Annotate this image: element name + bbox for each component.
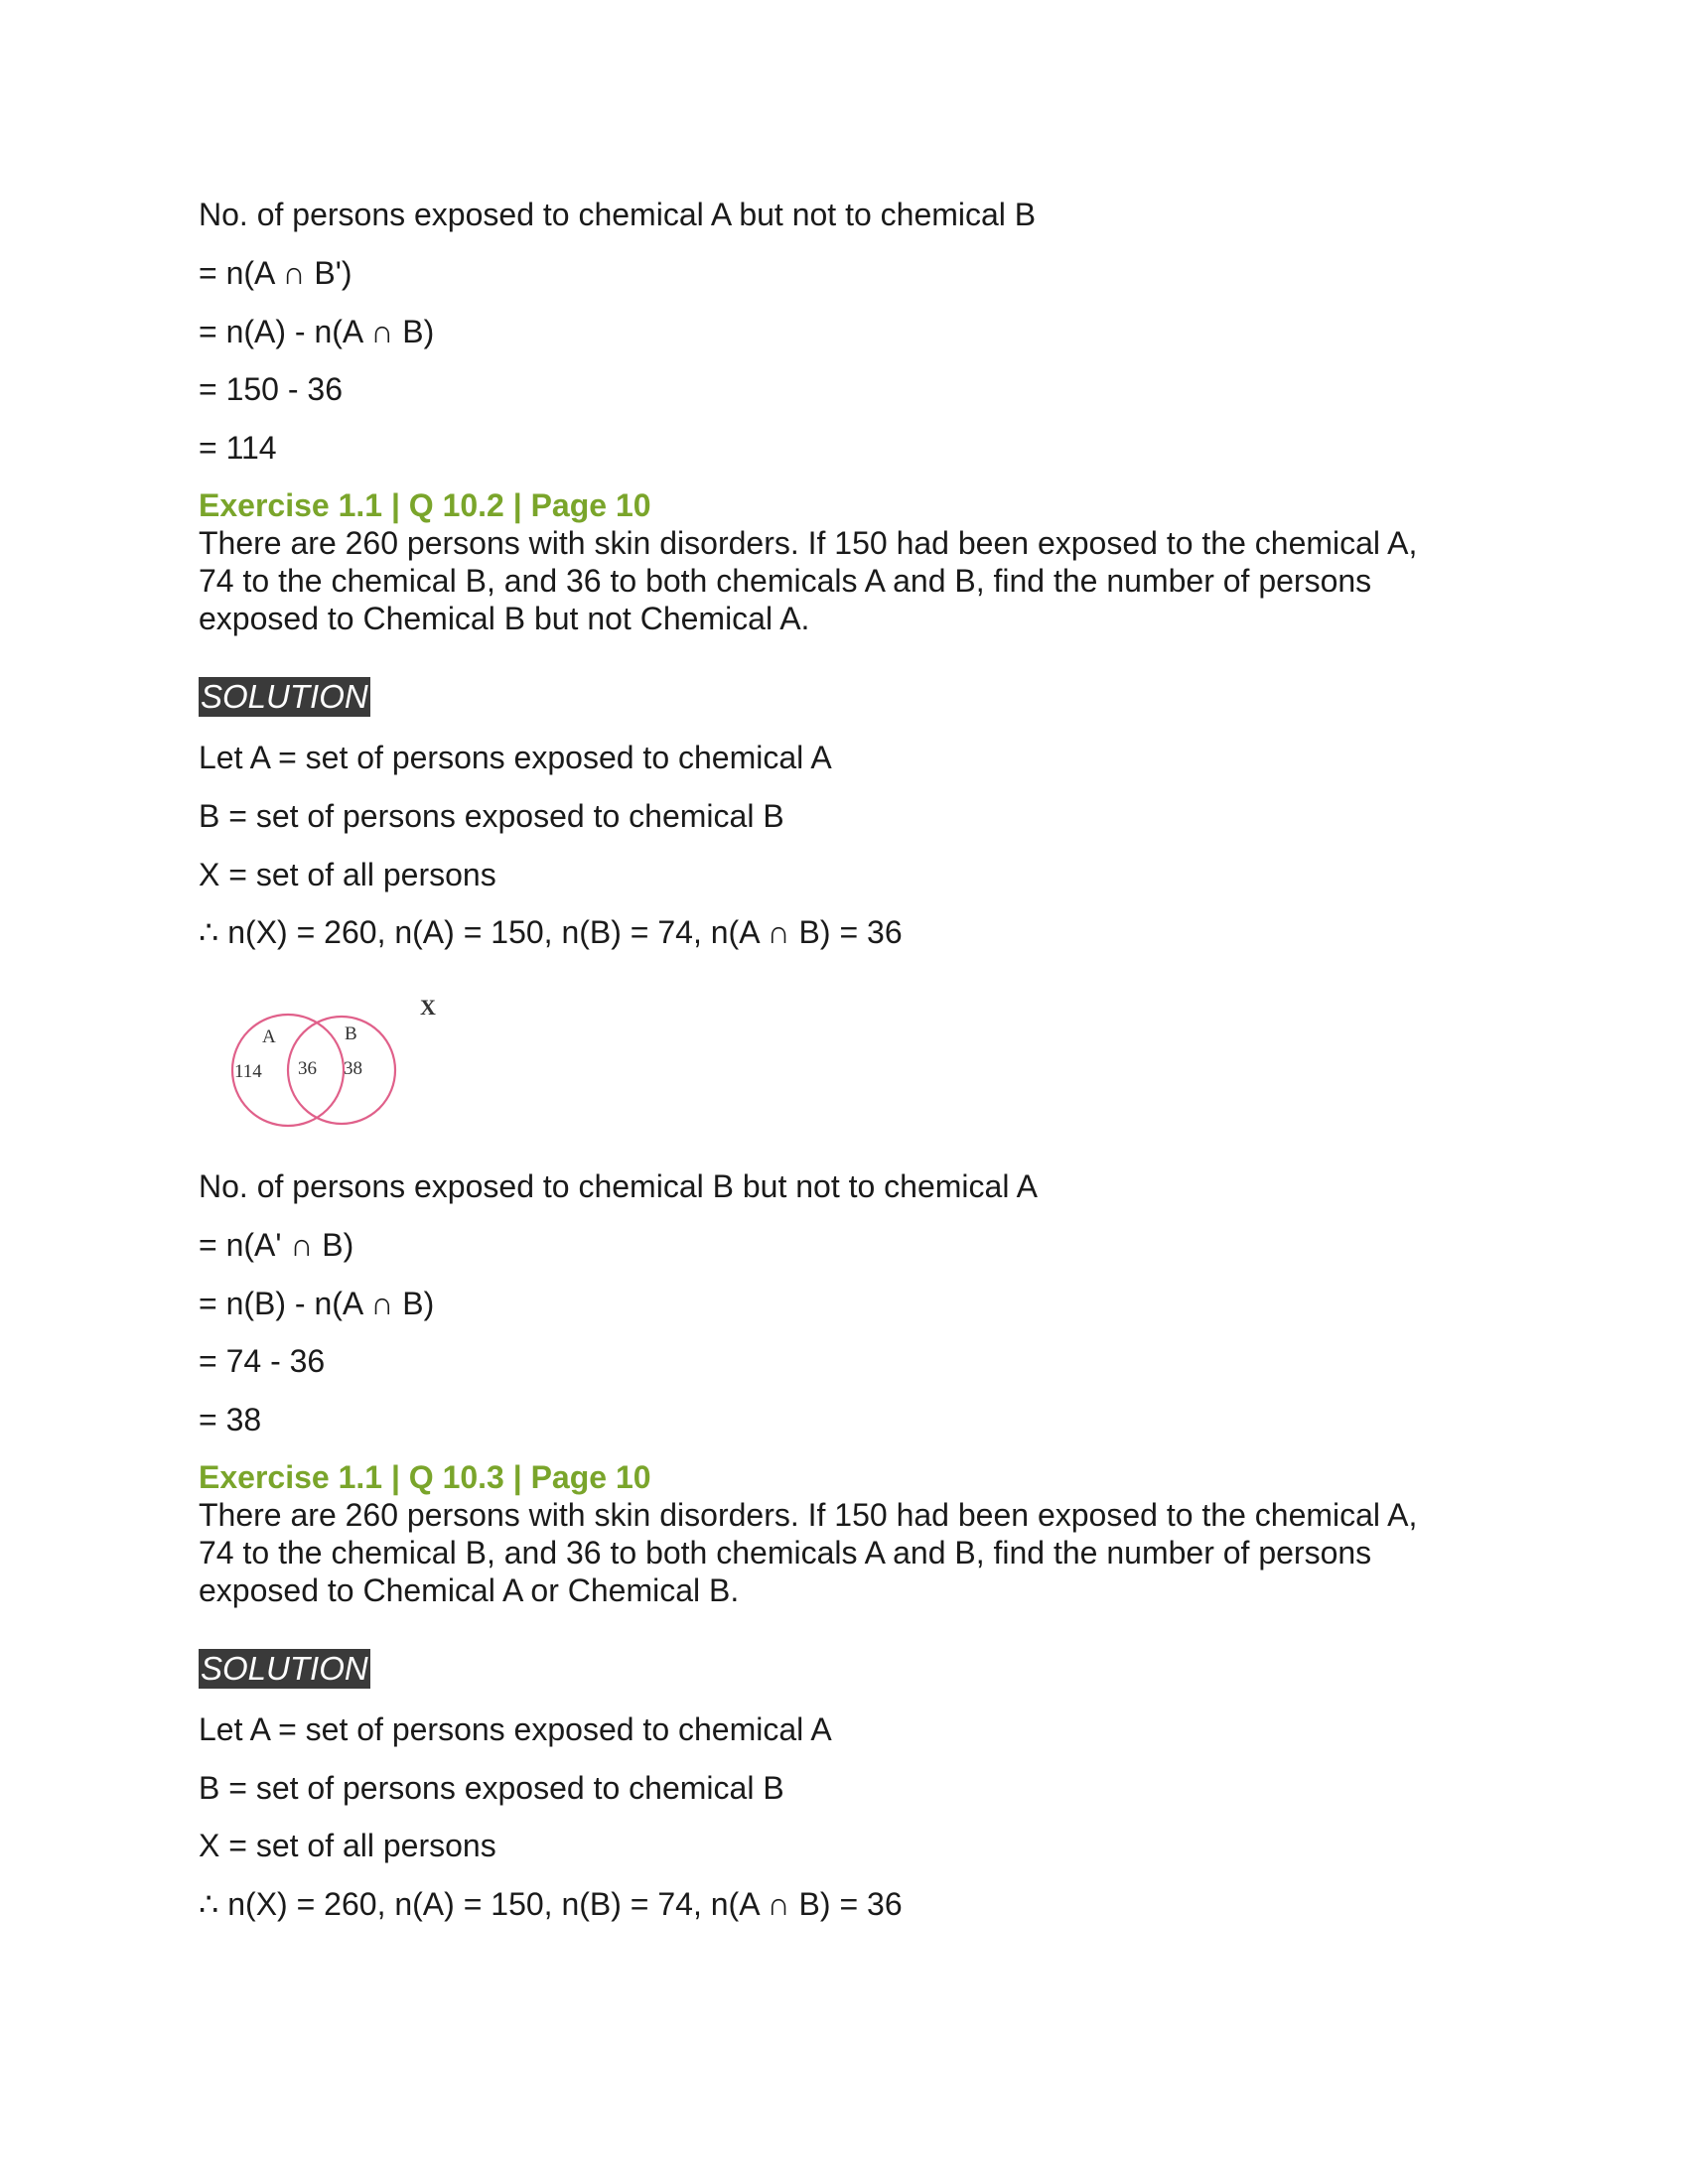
calc-line: = 114 bbox=[199, 430, 277, 466]
calc-line: = 150 - 36 bbox=[199, 371, 343, 407]
question-line: 74 to the chemical B, and 36 to both chemicals A and B, find the number of persons bbox=[199, 563, 1372, 599]
universe-label: X bbox=[420, 995, 436, 1020]
venn-diagram bbox=[211, 991, 449, 1140]
solution-label: SOLUTION bbox=[201, 1650, 368, 1687]
setup-line: Let A = set of persons exposed to chemical A bbox=[199, 740, 832, 775]
calc-line: = 74 - 36 bbox=[199, 1343, 326, 1379]
question-text bbox=[199, 1496, 1509, 1609]
exercise-heading: Exercise 1.1 | Q 10.3 | Page 10 bbox=[199, 1459, 651, 1495]
setup-line: ∴ n(X) = 260, n(A) = 150, n(B) = 74, n(A ∩ B) = 36 bbox=[199, 914, 903, 950]
setup-line: Let A = set of persons exposed to chemical A bbox=[199, 1711, 832, 1747]
setup-line: B = set of persons exposed to chemical B bbox=[199, 798, 784, 834]
calc-line: No. of persons exposed to chemical A but not to chemical B bbox=[199, 197, 1037, 232]
exercise-heading: Exercise 1.1 | Q 10.2 | Page 10 bbox=[199, 487, 651, 523]
calc-line: = n(A) - n(A ∩ B) bbox=[199, 314, 435, 349]
question-text bbox=[199, 524, 1509, 637]
only-a-value: 114 bbox=[234, 1061, 262, 1082]
setup-line: B = set of persons exposed to chemical B bbox=[199, 1770, 784, 1806]
setup-line: X = set of all persons bbox=[199, 857, 496, 892]
question-line: exposed to Chemical A or Chemical B. bbox=[199, 1572, 740, 1608]
question-line: 74 to the chemical B, and 36 to both chemicals A and B, find the number of persons bbox=[199, 1535, 1372, 1570]
setup-line: X = set of all persons bbox=[199, 1828, 496, 1863]
calc-line: = n(B) - n(A ∩ B) bbox=[199, 1286, 435, 1321]
calc-line: = 38 bbox=[199, 1402, 262, 1437]
calc-line: = n(A ∩ B') bbox=[199, 255, 352, 291]
question-line: There are 260 persons with skin disorders. If 150 had been exposed to the chemical A, bbox=[199, 1497, 1418, 1533]
calc-line: No. of persons exposed to chemical B but not to chemical A bbox=[199, 1168, 1038, 1204]
both-value: 36 bbox=[298, 1058, 317, 1079]
set-a-label: A bbox=[262, 1026, 276, 1047]
calc-line: = n(A' ∩ B) bbox=[199, 1227, 354, 1263]
solution-label: SOLUTION bbox=[201, 678, 368, 715]
question-line: There are 260 persons with skin disorders. If 150 had been exposed to the chemical A, bbox=[199, 525, 1418, 561]
only-b-value: 38 bbox=[344, 1058, 362, 1079]
setup-line: ∴ n(X) = 260, n(A) = 150, n(B) = 74, n(A ∩ B) = 36 bbox=[199, 1886, 903, 1922]
question-line: exposed to Chemical B but not Chemical A. bbox=[199, 601, 810, 636]
set-b-label: B bbox=[345, 1024, 357, 1044]
